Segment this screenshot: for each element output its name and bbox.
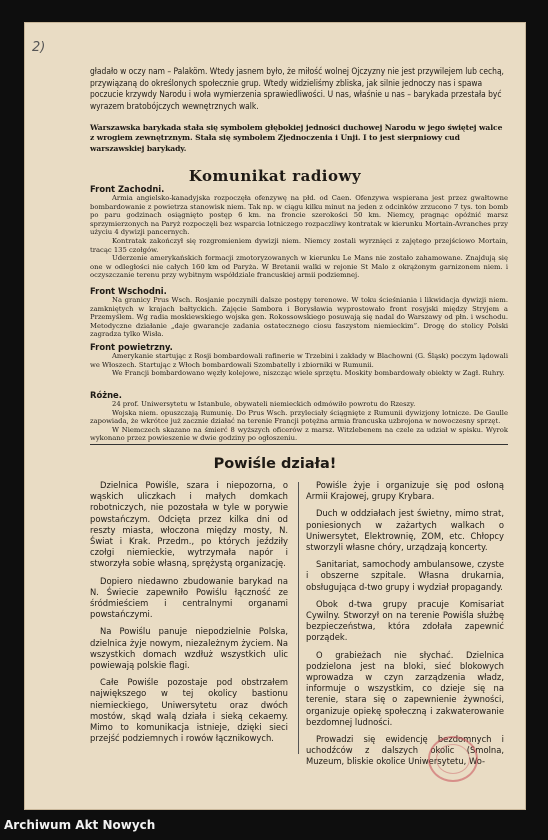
column-paragraph: Dopiero niedawno zbudowanie barykad na N. Świecie zapewniło Powiślu łączność ze śródmieściem i centralnymi organami powstańczymi. <box>90 575 288 620</box>
section-heading: Front Wschodni. <box>90 286 167 296</box>
section-heading: Różne. <box>90 390 122 400</box>
section-rozne <box>90 390 508 443</box>
document-page <box>24 22 526 810</box>
section-front-powietrzny <box>90 342 508 378</box>
right-column <box>306 480 504 774</box>
section-paragraph: Wojska niem. opuszczają Rumunię. Do Prus Wsch. przyleciały ściągnięte z Rumunii dywizjony lotnicze. De Gaulle zapowiada, że wkrótce już zacznie działać na terenie Francji potężna armia francuska uzbrojona w nowoczesny sprzęt. <box>90 408 508 426</box>
section-paragraph: Na granicy Prus Wsch. Rosjanie poczynili dalsze postępy terenowe. W toku ścieśniania i likwidacja dywizji niem. zamkniętych w krajach bałtyckich. Zajęcie Sambora i Borysławia wyprostowało front rosyjski między Stryjem a Przemyślem. Wg radia moskiewskiego wojska gen. Rokossowskiego posuwają się nadal do Warszawy od płn. i wschodu. Metodyczne działanie „daje gwarancje zadania ostatecznego ciosu faszystom niemieckim”. Drogę do stolicy Polski zagradza tylko Wisła. <box>90 296 508 339</box>
section-paragraph: 24 prof. Uniwersytetu w Istanbule, obywateli niemieckich odmówiło powrotu do Rzeszy. <box>112 400 416 408</box>
left-column <box>90 480 288 750</box>
page-number: 2) <box>32 40 46 55</box>
column-paragraph: Dzielnica Powiśle, szara i niepozorna, o wąskich uliczkach i małych domkach robotniczych, nie pozostała w tyle w porywie powstańczym. Odcięta przez kilka dni od reszty miasta, włoczona między mosty, N. Świat i Krak. Przedm., po których jeździły czołgi niemieckie, wytrzymała napór i stworzyła sobie własną, sprężystą organizację. <box>90 480 288 569</box>
column-paragraph: Powiśle żyje i organizuje się pod osłoną Armii Krajowej, grupy Krybara. <box>306 480 504 502</box>
powisle-heading: Powiśle działa! <box>213 456 337 472</box>
section-heading: Front Zachodni. <box>90 184 165 194</box>
section-paragraph: Armia angielsko-kanadyjska rozpoczęła ofenzywę na płd. od Caen. Ofenzywa wspierana jest przez gwałtowne bombardowanie z powietrza stanowisk niem. Tak np. w ciągu kilku minut na jeden z odcinków zrzucono 7 tys. ton bomb po paru godzinach osiągnięto postęp 6 km. na froncie szerokości 50 km. Niemcy, pragnąc opóźnić marsz sprzymierzonych na Paryż rozpoczęli bez wsparcia lotniczego rozpaczliwy kontratak w kierunku Mortain-Avranches przy użyciu 4 dywizji pancernych. <box>90 194 508 237</box>
section-paragraph: Kontratak zakończył się rozgromieniem dywizji niem. Niemcy zostali wyrznięci z zajętego przejściowo Mortain, tracąc 135 czołgów. <box>90 236 508 254</box>
section-divider <box>90 444 508 445</box>
section-heading: Front powietrzny. <box>90 342 173 352</box>
barricade-paragraph: Warszawska barykada stała się symbolem głębokiej jedności duchowej Narodu w jego świętej walce z wrogiem zewnętrznym. Stała się symbolem Zjednoczenia i Unji. I to jest sierpniowy cud warszawskiej barykady. <box>90 123 503 153</box>
column-divider <box>298 482 299 754</box>
column-paragraph: O grabieżach nie słychać. Dzielnica podzielona jest na bloki, sieć blokowych wprowadza w czyn zarządzenia władz, informuje o wszystkim, co dzieje się na terenie, stara się o zapewnienie żywności, organizuje opiekę społeczną i zakwaterowanie bezdomnej ludności. <box>306 649 504 727</box>
section-paragraph: We Francji bombardowano węzły kolejowe, niszcząc wiele sprzętu. Moskity bombardowały obiekty w Zagł. Ruhry. <box>112 369 505 378</box>
section-paragraph: Uderzenie amerykańskich formacji zmotoryzowanych w kierunku Le Mans nie zostało zahamowane. Znajdują się one w odległości nie całych 160 km od Paryża. W Bretanii walki w rejonie St Malo z okrążonym garnizonem niem. i oczyszczanie terenu przy wybitnym współdziale francuskiej armii podziemnej. <box>90 254 508 280</box>
section-front-zachodni <box>90 184 508 280</box>
section-front-wschodni <box>90 286 508 339</box>
column-paragraph: Prowadzi się ewidencję bezdomnych i uchodźców z dalszych okolic (Smolna, Muzeum, bliskie okolice Uniwersytetu, Wo- <box>306 734 504 767</box>
column-paragraph: Całe Powiśle pozostaje pod obstrzałem największego w tej okolicy bastionu niemieckiego, Uniwersytetu oraz dwóch mostów, skąd walą działa i sieką cekaemy. Mimo to komunikacja istnieje, dzięki sieci przejść podziemnych i rowów łącznikowych. <box>90 677 288 744</box>
column-paragraph: Sanitariat, samochody ambulansowe, czyste i obszerne szpitale. Własna drukarnia, obsługująca d-two grupy i wydział propagandy. <box>306 559 504 592</box>
column-paragraph: Duch w oddziałach jest świetny, mimo strat, poniesionych w zażartych walkach o Uniwersytet, Elektrownię, ZOM, etc. Chłopcy stworzyli własne chóry, urządzają koncerty. <box>306 508 504 553</box>
archive-stamp <box>428 736 478 782</box>
archive-footer: Archiwum Akt Nowych <box>4 818 156 832</box>
column-paragraph: Na Powiślu panuje niepodzielnie Polska, dzielnica żyje nowym, niezależnym życiem. Na wszystkich domach wzdłuż wszystkich ulic powiewają polskie flagi. <box>90 626 288 671</box>
section-paragraph: Amerykanie startując z Rosji bombardowali rafinerie w Trzebini i zakłady w Blachowni (G. Śląsk) poczym lądowali we Włoszech. Startując z Włoch bombardowali Szombatelly i zbiorniki w Rumunii. <box>90 352 508 369</box>
komunikat-heading: Komunikat radiowy <box>188 167 362 185</box>
intro-paragraph: gładało w oczy nam – Palaköm. Wtedy jasnem było, że miłość wolnej Ojczyzny nie jest przywilejem lub cechą, przywiązaną do określonych społecznie grup. Wtedy widzieliśmy zbliska, jak silnie jednoczy nas i spawa poczucie krzywdy Narodu i woła wymierzenia sprawiedliwości. U nas, właśnie u nas – barykada przestała być wyrazem bratobójczych wewnętrznych walk. <box>90 66 504 111</box>
section-paragraph: W Niemczech skazano na śmierć 8 wyższych oficerów z marsz. Witzlebenem na czele za udział w spisku. Wyrok wykonano przez powieszenie w dwie godziny po ogłoszeniu. <box>90 425 508 443</box>
powisle-article <box>90 480 508 767</box>
column-paragraph: Obok d-twa grupy pracuje Komisariat Cywilny. Stworzył on na terenie Powiśla służbę bezpieczeństwa, która zdołała zapewnić porządek. <box>306 598 504 643</box>
